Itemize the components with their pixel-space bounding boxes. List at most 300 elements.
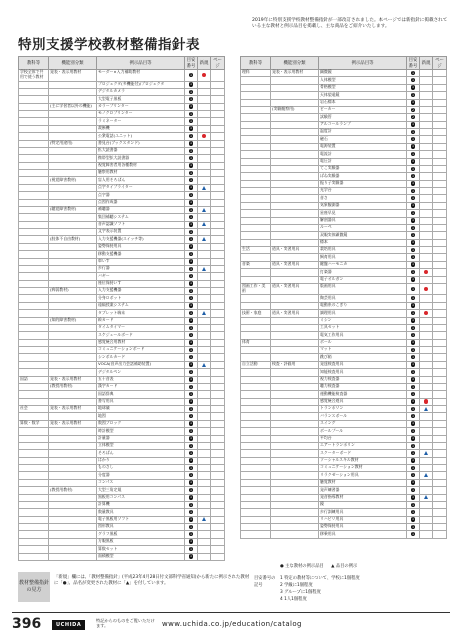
table-row — [19, 538, 225, 545]
cell-mark — [420, 501, 433, 508]
cell-subject — [19, 155, 49, 162]
table-row — [19, 118, 225, 125]
cell-subject — [19, 103, 49, 110]
cell-mark — [185, 133, 198, 140]
cell-mark — [211, 332, 225, 339]
cell-subject — [19, 531, 49, 538]
cell-mark — [420, 173, 433, 180]
cell-mark — [211, 450, 225, 457]
cell-mark — [185, 118, 198, 125]
cell-mark — [407, 247, 420, 254]
cell-mark — [185, 361, 198, 368]
cell-mark — [198, 184, 211, 191]
cell-mark — [185, 428, 198, 435]
cell-item: 国語辞典 — [97, 391, 185, 398]
cell-item: ビーカー — [319, 106, 407, 113]
cell-function — [271, 442, 319, 449]
count-badge: 1 — [411, 465, 414, 470]
table-row — [19, 88, 225, 95]
cell-mark — [433, 524, 447, 531]
cell-mark — [185, 96, 198, 103]
table-row — [241, 361, 447, 368]
cell-mark — [211, 457, 225, 464]
cell-mark — [420, 180, 433, 187]
cell-mark — [211, 472, 225, 479]
cell-mark — [185, 538, 198, 545]
col-function: 機能別分類 — [271, 57, 319, 70]
cell-mark — [198, 546, 211, 553]
cell-mark — [198, 243, 211, 250]
cell-mark — [433, 376, 447, 383]
count-badge: 1 — [411, 196, 414, 200]
cell-mark — [407, 442, 420, 449]
cell-mark — [433, 188, 447, 195]
count-badge: 1 — [189, 207, 192, 212]
count-badge: 1 — [189, 192, 192, 197]
cell-subject — [19, 398, 49, 405]
cell-item: そろばん — [97, 450, 185, 457]
cell-mark — [407, 376, 420, 383]
cell-mark — [420, 92, 433, 99]
cell-item: スケジュールボード — [97, 332, 185, 339]
cell-function — [49, 450, 97, 457]
table-row — [19, 192, 225, 199]
cell-mark — [211, 192, 225, 199]
cell-item: 算数セット — [97, 546, 185, 553]
cell-mark — [211, 435, 225, 442]
cell-mark — [407, 435, 420, 442]
cell-mark — [211, 243, 225, 250]
cell-function — [49, 398, 97, 405]
cell-mark — [407, 354, 420, 361]
cell-mark — [211, 133, 225, 140]
cell-mark — [198, 339, 211, 346]
table-row — [241, 428, 447, 435]
cell-item: 打楽器 — [319, 269, 407, 276]
cell-mark — [198, 479, 211, 486]
count-badge: 1 — [411, 487, 414, 492]
cell-mark — [433, 283, 447, 295]
cell-mark — [185, 531, 198, 538]
cell-mark — [185, 398, 198, 405]
cell-mark — [407, 143, 420, 150]
cell-subject — [241, 450, 271, 457]
table-row — [241, 92, 447, 99]
cell-item: 標本 — [319, 239, 407, 246]
cell-mark — [185, 206, 198, 213]
intro-text: 2019年に特別支援学校教材整備指針が一部改訂されました。本ページでは新指針に掲載されている主な教材と例示品目を掲載し、主な商品をご紹介いたします。 — [252, 18, 448, 30]
cell-mark — [211, 295, 225, 302]
table-row — [19, 96, 225, 103]
cell-function — [271, 121, 319, 128]
cell-mark — [185, 280, 198, 287]
cell-mark — [211, 324, 225, 331]
cell-mark — [407, 232, 420, 239]
cell-mark — [420, 361, 433, 368]
table-row — [19, 420, 225, 427]
cell-subject — [241, 413, 271, 420]
cell-item: 時計模型 — [97, 428, 185, 435]
cell-mark — [407, 524, 420, 531]
catalog-url-link[interactable]: www.uchida.co.jp/education/catalog — [162, 620, 302, 628]
cell-item: 運動機能検査器 — [319, 391, 407, 398]
cell-function — [49, 81, 97, 88]
cell-mark — [407, 302, 420, 309]
cell-mark — [211, 479, 225, 486]
cell-mark — [420, 158, 433, 165]
cell-mark — [433, 254, 447, 261]
cell-mark — [211, 428, 225, 435]
count-badge: 1 — [411, 436, 414, 441]
table-row — [19, 170, 225, 177]
cell-subject — [19, 170, 49, 177]
cell-subject — [241, 524, 271, 531]
cell-function — [49, 265, 97, 272]
cell-item: ラミネーター — [97, 118, 185, 125]
cell-mark — [420, 324, 433, 331]
changed-item-icon — [202, 222, 206, 226]
cell-subject — [19, 457, 49, 464]
cell-subject — [241, 317, 271, 324]
cell-subject — [241, 239, 271, 246]
cell-mark — [198, 472, 211, 479]
count-badge: 1 — [411, 495, 414, 500]
table-row — [19, 317, 225, 324]
cell-mark — [433, 487, 447, 494]
cell-function: (教授用教材) — [49, 487, 97, 494]
count-badge: 1 — [411, 391, 414, 396]
table-row — [241, 158, 447, 165]
cell-mark — [407, 413, 420, 420]
count-badge: 1 — [189, 288, 192, 293]
cell-subject — [241, 420, 271, 427]
table-row — [19, 302, 225, 309]
cell-mark — [433, 261, 447, 268]
count-badge: 1 — [411, 517, 414, 522]
count-badge: 1 — [411, 384, 414, 389]
cell-mark — [211, 288, 225, 295]
cell-function — [49, 214, 97, 221]
table-row — [19, 531, 225, 538]
count-badge: 1 — [411, 232, 414, 237]
cell-item: 人体模型 — [319, 77, 407, 84]
cell-mark — [407, 70, 420, 77]
count-badge: 1 — [411, 532, 414, 537]
cell-item: 公衆電話(ユニット) — [97, 133, 185, 140]
cell-function: 発表・表示用教材 — [49, 420, 97, 427]
cell-item: タイムタイマー — [97, 324, 185, 331]
cell-mark — [211, 162, 225, 169]
cell-mark — [211, 70, 225, 82]
cell-item: 書見台(ブックスタンド) — [97, 140, 185, 147]
cell-mark — [211, 302, 225, 309]
cell-item: 電気工作用具 — [319, 332, 407, 339]
cell-mark — [407, 165, 420, 172]
table-row — [19, 243, 225, 250]
cell-mark — [420, 114, 433, 121]
cell-mark — [433, 324, 447, 331]
cell-mark — [407, 136, 420, 143]
count-badge: 1 — [411, 262, 414, 267]
count-badge: 1 — [189, 303, 192, 308]
footer-divider — [12, 612, 450, 613]
cell-subject — [241, 435, 271, 442]
cell-subject — [241, 77, 271, 84]
cell-item: 車いす — [97, 258, 185, 265]
cell-subject — [241, 210, 271, 217]
cell-mark — [407, 99, 420, 106]
cell-function — [49, 251, 97, 258]
table-row — [241, 413, 447, 420]
cell-mark — [185, 140, 198, 147]
cell-mark — [433, 302, 447, 309]
cell-mark — [407, 173, 420, 180]
legend-key-2: 2 学級に1個程度 — [280, 583, 313, 588]
cell-mark — [433, 84, 447, 91]
cell-item: スクーターボード — [319, 450, 407, 457]
cell-function — [271, 494, 319, 501]
table-row — [19, 81, 225, 88]
table-row — [241, 247, 447, 254]
cell-item: 立体模型 — [97, 442, 185, 449]
col-page: ページ — [433, 57, 447, 70]
cell-item: 試験管 — [319, 114, 407, 121]
table-row — [19, 280, 225, 287]
table-row — [241, 84, 447, 91]
cell-mark — [433, 180, 447, 187]
count-badge: 1 — [411, 473, 414, 478]
cell-mark — [407, 398, 420, 405]
table-row — [241, 232, 447, 239]
cell-mark — [211, 111, 225, 118]
cell-item: 栽培用具 — [319, 247, 407, 254]
count-badge: 1 — [411, 159, 414, 164]
cell-item: リラクゼーション用具 — [319, 472, 407, 479]
count-badge: 1 — [189, 281, 192, 286]
cell-mark — [198, 457, 211, 464]
cell-mark — [198, 369, 211, 376]
table-row — [241, 254, 447, 261]
count-badge: 1 — [411, 362, 414, 367]
cell-subject: 社会 — [19, 406, 49, 413]
table-row — [19, 435, 225, 442]
cell-mark — [420, 435, 433, 442]
count-badge: 1 — [411, 377, 414, 382]
table-row — [19, 383, 225, 390]
cell-function — [271, 339, 319, 346]
cell-item: 温度計 — [319, 129, 407, 136]
cell-mark — [433, 369, 447, 376]
cell-mark — [420, 383, 433, 390]
table-row — [241, 173, 447, 180]
count-badge: 1 — [411, 85, 414, 90]
cell-mark — [198, 420, 211, 427]
cell-subject — [241, 442, 271, 449]
count-badge: 1 — [411, 406, 414, 411]
cell-mark — [211, 406, 225, 413]
cell-mark — [198, 361, 211, 368]
cell-subject: 理科 — [241, 70, 271, 77]
cell-function — [271, 195, 319, 202]
legend-keys — [280, 575, 446, 603]
table-row — [19, 442, 225, 449]
cell-mark — [185, 265, 198, 272]
cell-function — [49, 125, 97, 132]
cell-subject — [19, 479, 49, 486]
count-badge: 1 — [189, 178, 192, 183]
count-badge: 1 — [411, 218, 414, 223]
cell-mark — [407, 324, 420, 331]
table-row — [241, 114, 447, 121]
cell-mark — [198, 229, 211, 236]
cell-mark — [185, 155, 198, 162]
cell-function — [49, 229, 97, 236]
new-item-icon — [202, 134, 206, 138]
table-row — [241, 347, 447, 354]
changed-item-icon — [424, 451, 428, 455]
cell-mark — [433, 494, 447, 501]
count-badge: 1 — [189, 82, 192, 87]
count-badge: 1 — [189, 436, 192, 441]
count-badge: 1 — [189, 473, 192, 478]
cell-item: 音声認識ソフト — [97, 221, 185, 228]
cell-subject: 技術・家庭 — [241, 310, 271, 317]
cell-subject — [241, 324, 271, 331]
cell-mark — [407, 420, 420, 427]
cell-subject — [19, 184, 49, 191]
col-new: 新規 — [198, 57, 211, 70]
cell-mark — [198, 531, 211, 538]
cell-mark — [185, 501, 198, 508]
cell-mark — [420, 261, 433, 268]
cell-subject: 自立活動 — [241, 361, 271, 368]
table-row — [241, 465, 447, 472]
cell-function — [49, 199, 97, 206]
cell-item: 姿勢保持用具 — [97, 243, 185, 250]
cell-mark — [185, 199, 198, 206]
cell-subject — [19, 192, 49, 199]
table-row — [19, 450, 225, 457]
count-badge: 1 — [189, 104, 192, 109]
cell-function — [271, 406, 319, 413]
cell-mark — [211, 494, 225, 501]
cell-function: 発表・表示用教材 — [49, 406, 97, 413]
cell-mark — [185, 147, 198, 154]
cell-mark — [420, 406, 433, 413]
cell-item: 電源装置 — [319, 143, 407, 150]
cell-item: 絵カード — [97, 317, 185, 324]
cell-mark — [198, 133, 211, 140]
cell-subject — [19, 206, 49, 213]
cell-subject — [241, 369, 271, 376]
cell-mark — [185, 420, 198, 427]
cell-function — [49, 442, 97, 449]
col-function: 機能別分類 — [49, 57, 97, 70]
table-row — [19, 339, 225, 346]
count-badge: 1 — [189, 325, 192, 330]
cell-item: ミシン — [319, 317, 407, 324]
table-row — [241, 442, 447, 449]
cell-mark — [433, 406, 447, 413]
cell-mark — [433, 398, 447, 405]
cell-function — [49, 273, 97, 280]
changed-item-icon — [202, 267, 206, 271]
count-badge: 1 — [189, 480, 192, 485]
cell-subject — [241, 398, 271, 405]
cell-subject — [19, 332, 49, 339]
cell-mark — [198, 288, 211, 295]
cell-mark — [185, 103, 198, 110]
cell-function — [49, 494, 97, 501]
count-badge: 1 — [411, 296, 414, 301]
cell-subject — [19, 295, 49, 302]
cell-mark — [198, 553, 211, 560]
cell-subject — [19, 118, 49, 125]
cell-mark — [211, 317, 225, 324]
cell-mark — [198, 96, 211, 103]
cell-mark — [420, 516, 433, 523]
cell-mark — [433, 210, 447, 217]
cell-function — [49, 435, 97, 442]
cell-mark — [211, 214, 225, 221]
cell-function — [271, 180, 319, 187]
table-row — [241, 106, 447, 113]
table-row — [19, 428, 225, 435]
count-badge: 1 — [189, 72, 192, 77]
cell-item: 解剖器具 — [319, 217, 407, 224]
count-badge: 1 — [411, 369, 414, 374]
cell-item: コミュニケーションボード — [97, 347, 185, 354]
table-row — [241, 121, 447, 128]
cell-subject — [241, 165, 271, 172]
cell-mark — [407, 195, 420, 202]
cell-mark — [433, 516, 447, 523]
cell-function — [271, 428, 319, 435]
cell-function — [271, 435, 319, 442]
cell-mark — [198, 376, 211, 383]
cell-mark — [420, 247, 433, 254]
cell-function — [49, 413, 97, 420]
col-subject: 教科等 — [241, 57, 271, 70]
count-badge: 1 — [189, 495, 192, 500]
legend-key-1: 1 特定の教材等について、学校に1個程度 — [280, 576, 360, 581]
cell-mark — [211, 273, 225, 280]
cell-subject — [241, 180, 271, 187]
cell-mark — [198, 125, 211, 132]
cell-mark — [433, 239, 447, 246]
cell-function — [271, 158, 319, 165]
table-row — [19, 199, 225, 206]
cell-mark — [198, 265, 211, 272]
cell-mark — [211, 125, 225, 132]
cell-mark — [420, 77, 433, 84]
cell-subject — [19, 383, 49, 390]
cell-item: 歩行訓練用具 — [319, 509, 407, 516]
new-item-icon — [424, 399, 428, 403]
cell-function — [49, 111, 97, 118]
cell-subject — [19, 243, 49, 250]
table-row — [19, 479, 225, 486]
cell-mark — [211, 339, 225, 346]
changed-item-icon — [202, 517, 206, 521]
cell-mark — [198, 524, 211, 531]
cell-mark — [407, 283, 420, 295]
table-row — [19, 140, 225, 147]
cell-mark — [185, 214, 198, 221]
cell-function — [271, 465, 319, 472]
cell-mark — [420, 450, 433, 457]
cell-mark — [198, 140, 211, 147]
